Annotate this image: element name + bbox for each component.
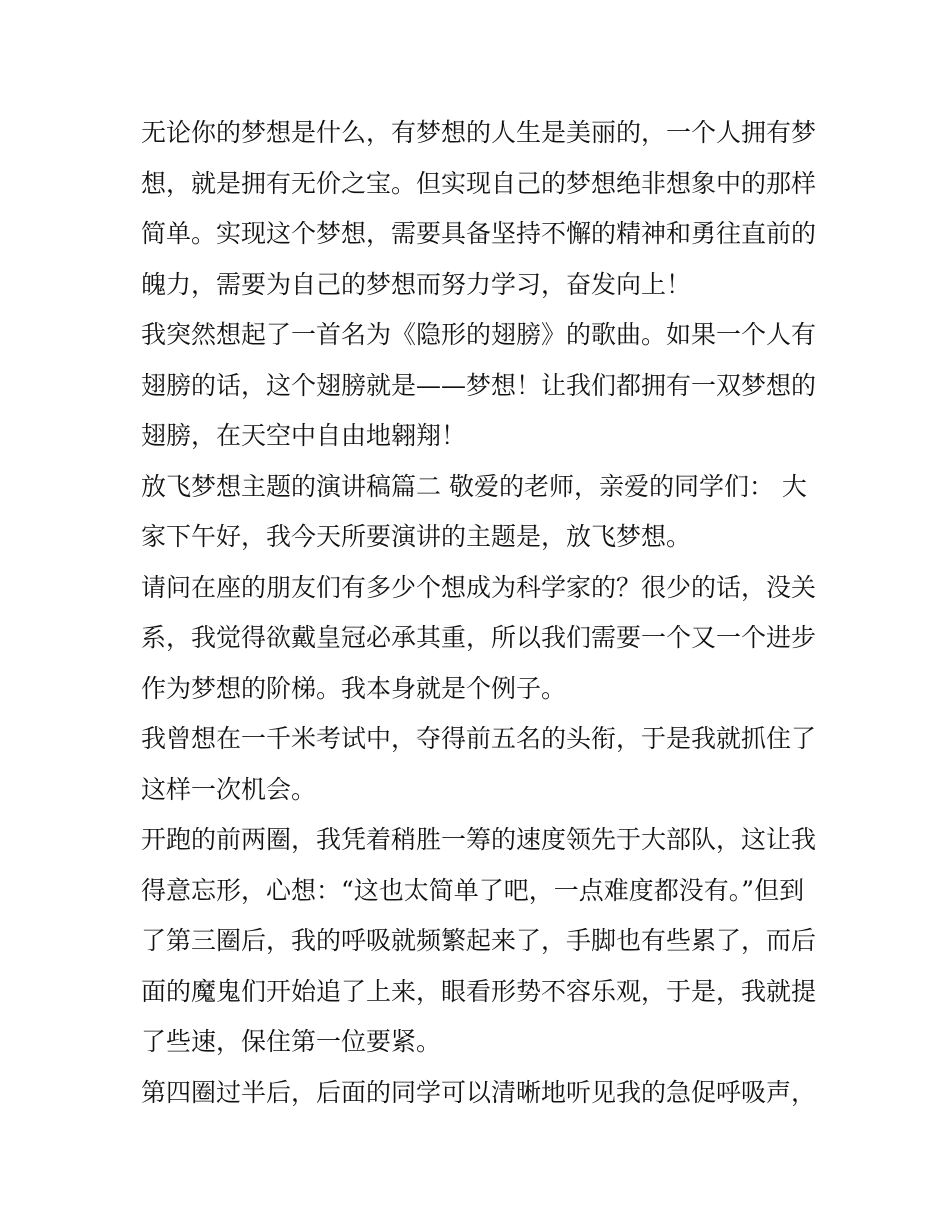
text-line: 请问在座的朋友们有多少个想成为科学家的？很少的话，没关	[141, 572, 817, 602]
text-line: 了第三圈后，我的呼吸就频繁起来了，手脚也有些累了，而后	[141, 926, 817, 955]
text-line: 面的魔鬼们开始追了上来，眼看形势不容乐观，于是，我就提	[141, 976, 817, 1006]
text-line: 作为梦想的阶梯。我本身就是个例子。	[141, 673, 567, 703]
text-line: 无论你的梦想是什么，有梦想的人生是美丽的，一个人拥有梦	[141, 118, 817, 147]
text-line: 得意忘形，心想：“这也太简单了吧，一点难度都没有。”但到	[141, 875, 805, 905]
text-line: 简单。实现这个梦想，需要具备坚持不懈的精神和勇往直前的	[141, 219, 817, 248]
text-line: 开跑的前两圈，我凭着稍胜一筹的速度领先于大部队，这让我	[141, 825, 817, 854]
text-line: 了些速，保住第一位要紧。	[141, 1027, 442, 1056]
text-line: 放飞梦想主题的演讲稿篇二 敬爱的老师，亲爱的同学们： 大	[141, 471, 807, 501]
text-line: 魄力，需要为自己的梦想而努力学习，奋发向上！	[141, 269, 692, 299]
text-line: 家下午好，我今天所要演讲的主题是，放飞梦想。	[141, 522, 692, 551]
text-line: 系，我觉得欲戴皇冠必承其重，所以我们需要一个又一个进步	[141, 623, 817, 652]
document-text	[141, 108, 817, 1118]
text-line: 翅膀，在天空中自由地翱翔！	[141, 421, 467, 450]
text-line: 我突然想起了一首名为《隐形的翅膀》的歌曲。如果一个人有	[141, 320, 817, 349]
text-line: 我曾想在一千米考试中，夺得前五名的头衔，于是我就抓住了	[141, 724, 817, 753]
text-line: 这样一次机会。	[141, 774, 317, 804]
text-line: 翅膀的话，这个翅膀就是——梦想！让我们都拥有一双梦想的	[141, 370, 817, 400]
text-line: 第四圈过半后，后面的同学可以清晰地听见我的急促呼吸声，	[141, 1077, 817, 1107]
text-line: 想，就是拥有无价之宝。但实现自己的梦想绝非想象中的那样	[141, 168, 817, 198]
